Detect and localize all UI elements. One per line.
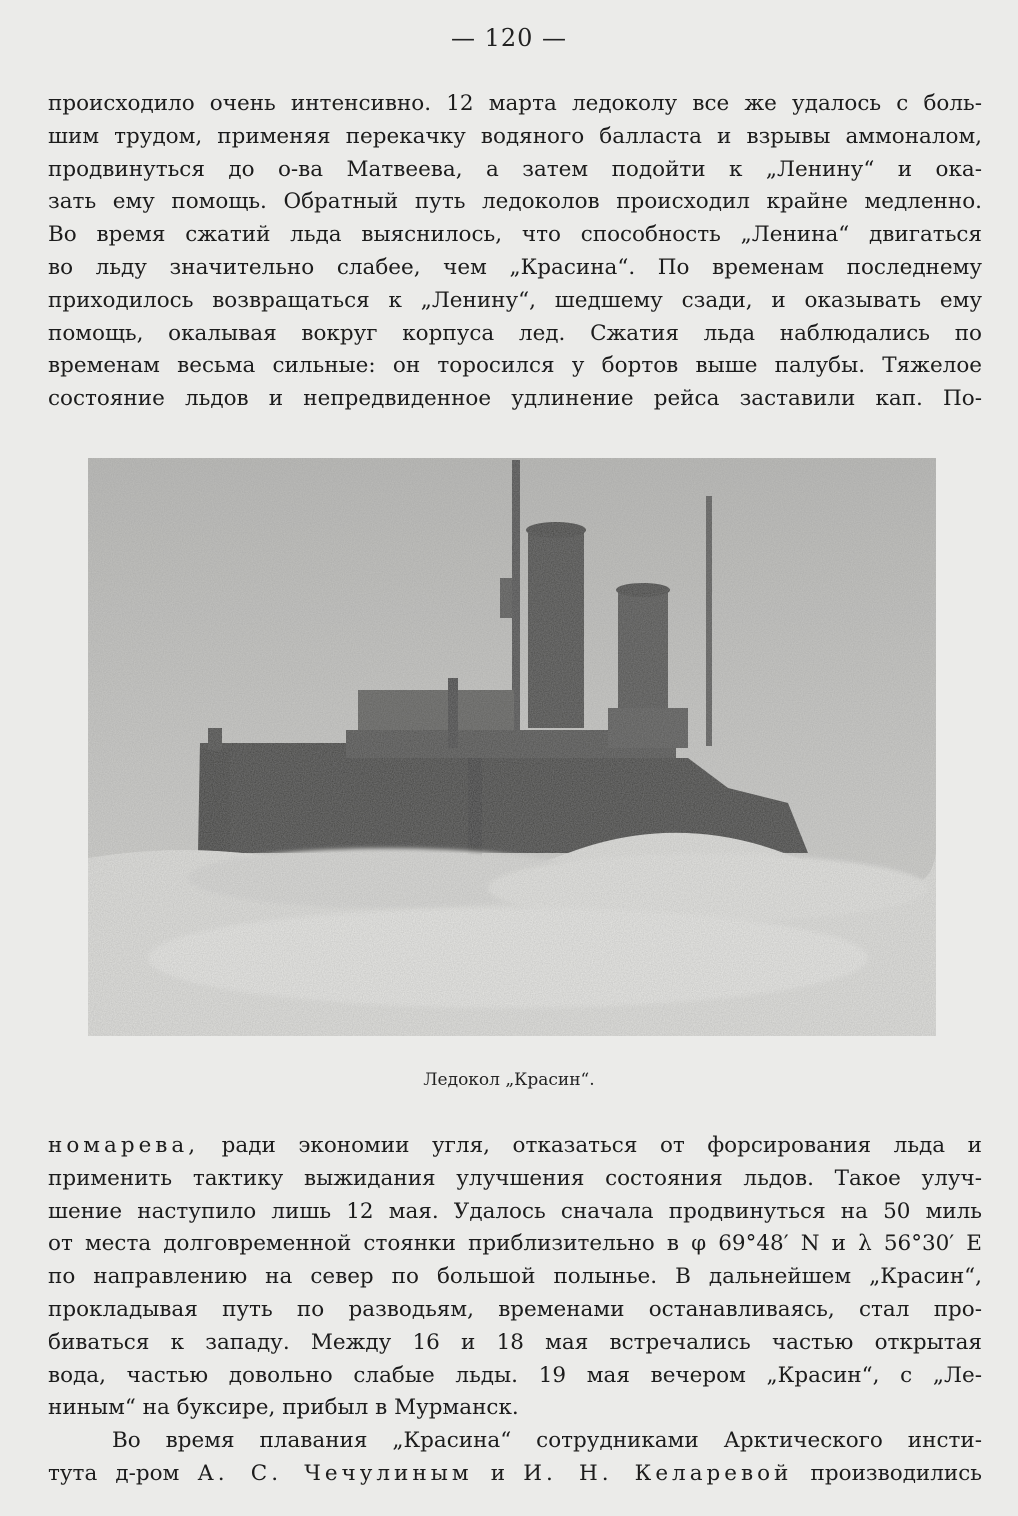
- paragraph-bottom: [48, 1130, 982, 1491]
- text-line: зать ему помощь. Обратный путь ледоколов происходил крайне медленно.: [48, 189, 982, 215]
- text-line: ниным“ на буксире, прибыл в Мурманск.: [48, 1395, 519, 1421]
- text-line: [48, 1458, 982, 1491]
- page-number: — 120 —: [450, 24, 568, 52]
- paragraph-top: [48, 88, 982, 416]
- text-line: по направлению на север по большой полынье. В дальнейшем „Красин“,: [48, 1264, 982, 1290]
- text-line: вода, частью довольно слабые льды. 19 мая вечером „Красин“, с „Ле-: [48, 1362, 982, 1388]
- figure-caption: Ледокол „Красин“.: [423, 1070, 595, 1090]
- text-fragment: ради экономии угля, отказаться от форсирования льда и: [221, 1133, 982, 1158]
- text-line: применить тактику выжидания улучшения состояния льдов. Такое улуч-: [48, 1165, 982, 1191]
- author-name: И. Н. Келаревой: [523, 1460, 793, 1486]
- text-line: Во время сжатий льда выяснилось, что способность „Ленина“ двигаться: [48, 222, 982, 248]
- text-line: шение наступило лишь 12 мая. Удалось сначала продвинуться на 50 миль: [48, 1198, 982, 1224]
- text-line: происходило очень интенсивно. 12 марта ледоколу все же удалось с боль-: [48, 91, 982, 116]
- text-line: помощь, окалывая вокруг корпуса лед. Сжатия льда наблюдались по: [48, 320, 982, 346]
- author-name: А. С. Чечулиным: [197, 1460, 473, 1486]
- text-line: состояние льдов и непредвиденное удлинение рейса заставили кап. По-: [48, 386, 982, 412]
- text-line: продвинуться до о-ва Матвеева, а затем подойти к „Ленину“ и ока-: [48, 156, 982, 182]
- text-fragment: производились: [810, 1460, 982, 1486]
- text-line: приходилось возвращаться к „Ленину“, шедшему сзади, и оказывать ему: [48, 287, 982, 313]
- spaced-word: номарева,: [48, 1133, 200, 1158]
- text-line: [48, 1130, 982, 1163]
- text-fragment: тута д-ром: [48, 1460, 180, 1486]
- text-line: временам весьма сильные: он торосился у бортов выше палубы. Тяжелое: [48, 353, 982, 379]
- icebreaker-photo: [88, 458, 936, 1036]
- text-line: Во время плавания „Красина“ сотрудниками Арктического инсти-: [112, 1428, 982, 1454]
- text-line: биваться к западу. Между 16 и 18 мая встречались частью открытая: [48, 1329, 982, 1355]
- text-line: от места долговременной стоянки приблизительно в φ 69°48′ N и λ 56°30′ E: [48, 1231, 982, 1257]
- text-fragment: и: [490, 1460, 506, 1486]
- text-line: во льду значительно слабее, чем „Красина“. По временам последнему: [48, 254, 982, 280]
- text-line: прокладывая путь по разводьям, временами останавливаясь, стал про-: [48, 1296, 982, 1322]
- text-line: шим трудом, применяя перекачку водяного балласта и взрывы аммоналом,: [48, 123, 982, 149]
